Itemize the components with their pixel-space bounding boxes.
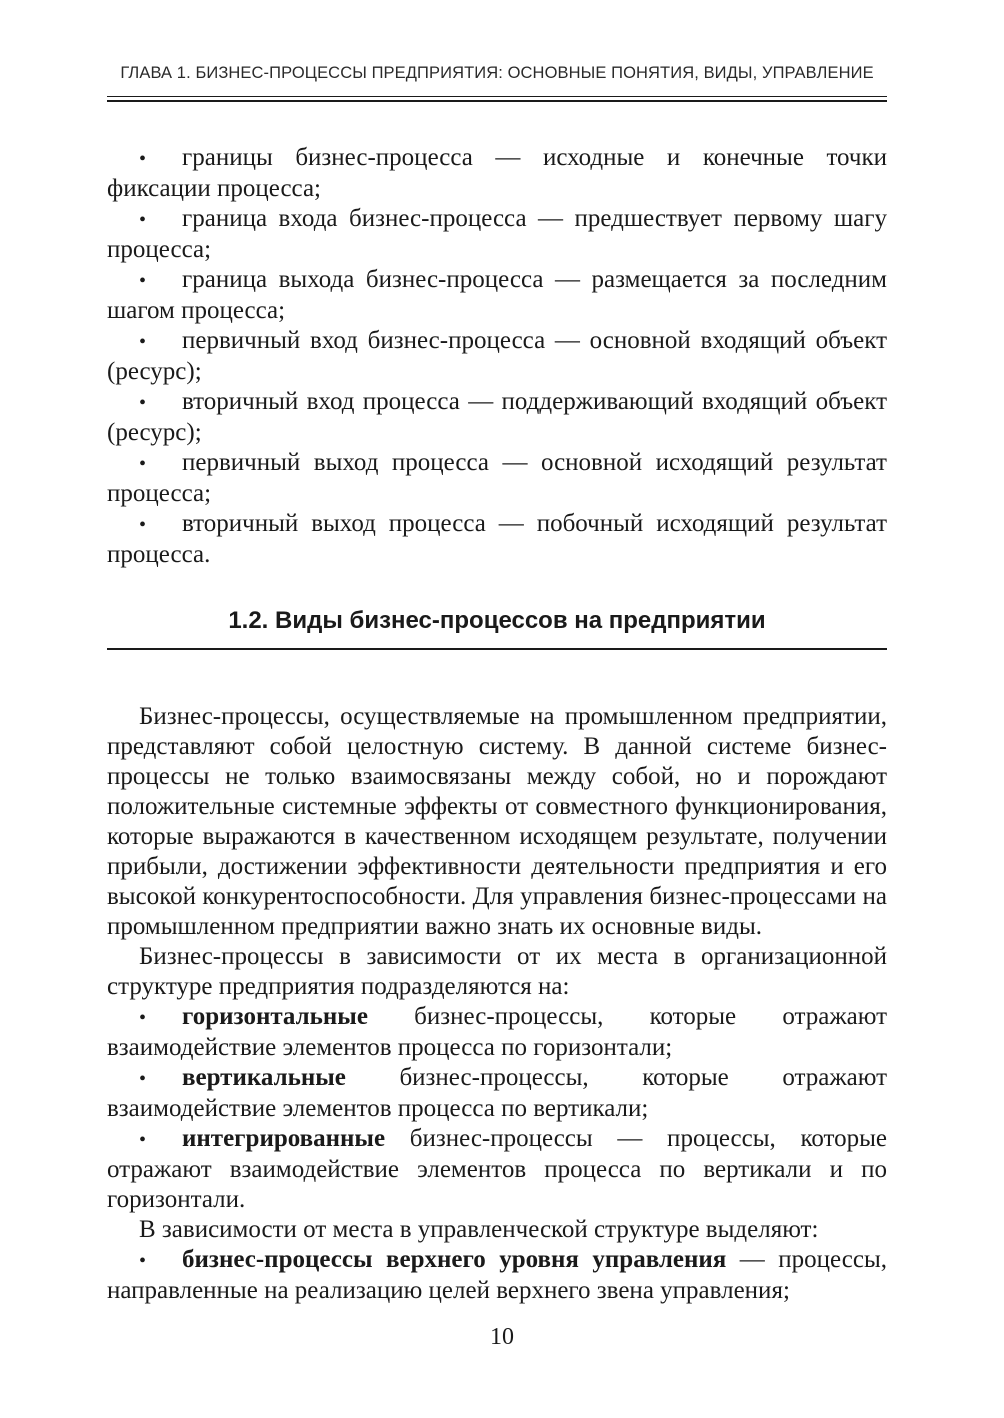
list-item: • вторичный выход процесса — побочный исходящий результат процесса. <box>107 510 887 568</box>
running-header: ГЛАВА 1. БИЗНЕС-ПРОЦЕССЫ ПРЕДПРИЯТИЯ: ОСНОВНЫЕ ПОНЯТИЯ, ВИДЫ, УПРАВЛЕНИЕ <box>120 64 874 82</box>
list-item: • граница выхода бизнес-процесса — размещается за последним шагом процесса; <box>107 266 887 324</box>
bullet-icon: • <box>139 392 147 414</box>
intro-paragraph: Бизнес-процессы, осуществляемые на промышленном предприятии, представляют собой целостную систему. В данной системе бизнес-процессы не только взаимосвязаны между собой, но и порождают положительные системные эффекты от совместного функционирования, которые выражаются в качественном исходящем результате, получении прибыли, достижении эффективности деятельности предприятия и его высокой конкурентоспособности. Для управления бизнес-процессами на промышленном предприятии важно знать их основные виды. <box>107 703 887 940</box>
term-vertical: вертикальные <box>182 1064 346 1091</box>
list-item: • граница входа бизнес-процесса — предшествует первому шагу процесса; <box>107 205 887 263</box>
list-item: • вторичный вход процесса — поддерживающий входящий объект (ресурс); <box>107 388 887 446</box>
header-rule-thin <box>107 96 887 97</box>
definitions-list <box>107 143 887 570</box>
list-item: • первичный вход бизнес-процесса — основной входящий объект (ресурс); <box>107 327 887 385</box>
org-structure-paragraph: Бизнес-процессы в зависимости от их места в организационной структуре предприятия подразделяются на: <box>107 943 887 1000</box>
list-item: • интегрированные бизнес-процессы — процессы, которые отражают взаимодействие элементов процесса по вертикали и по горизонтали. <box>107 1125 887 1213</box>
list-item: • первичный выход процесса — основной исходящий результат процесса; <box>107 449 887 507</box>
section-title: 1.2. Виды бизнес-процессов на предприятии <box>228 607 766 634</box>
bullet-icon: • <box>139 270 147 292</box>
term-horizontal: горизонтальные <box>182 1003 368 1030</box>
header-rule-thick <box>107 100 887 102</box>
bullet-icon: • <box>139 331 147 353</box>
bullet-icon: • <box>139 453 147 475</box>
section-rule <box>107 648 887 650</box>
list-item: • бизнес-процессы верхнего уровня управления — процессы, направленные на реализацию целей верхнего звена управления; <box>107 1246 888 1304</box>
bullet-icon: • <box>139 514 147 536</box>
term-top-level: бизнес-процессы верхнего уровня управления <box>182 1246 727 1273</box>
page-body <box>107 143 887 1306</box>
page-number: 10 <box>490 1324 514 1350</box>
bullet-icon: • <box>139 148 147 170</box>
list-item: • горизонтальные бизнес-процессы, которые отражают взаимодействие элементов процесса по горизонтали; <box>107 1003 887 1061</box>
list-item: • вертикальные бизнес-процессы, которые отражают взаимодействие элементов процесса по вертикали; <box>107 1064 887 1122</box>
section-heading <box>107 604 887 644</box>
list-item: • границы бизнес-процесса — исходные и конечные точки фиксации процесса; <box>107 144 887 202</box>
mgmt-types-list <box>107 1245 887 1306</box>
bullet-icon: • <box>139 1007 147 1029</box>
term-integrated: интегрированные <box>182 1125 386 1152</box>
bullet-icon: • <box>139 1250 147 1272</box>
bullet-icon: • <box>139 1129 147 1151</box>
bullet-icon: • <box>139 1068 147 1090</box>
org-types-list <box>107 1002 887 1215</box>
mgmt-structure-paragraph: В зависимости от места в управленческой структуре выделяют: <box>139 1216 819 1243</box>
bullet-icon: • <box>139 209 147 231</box>
